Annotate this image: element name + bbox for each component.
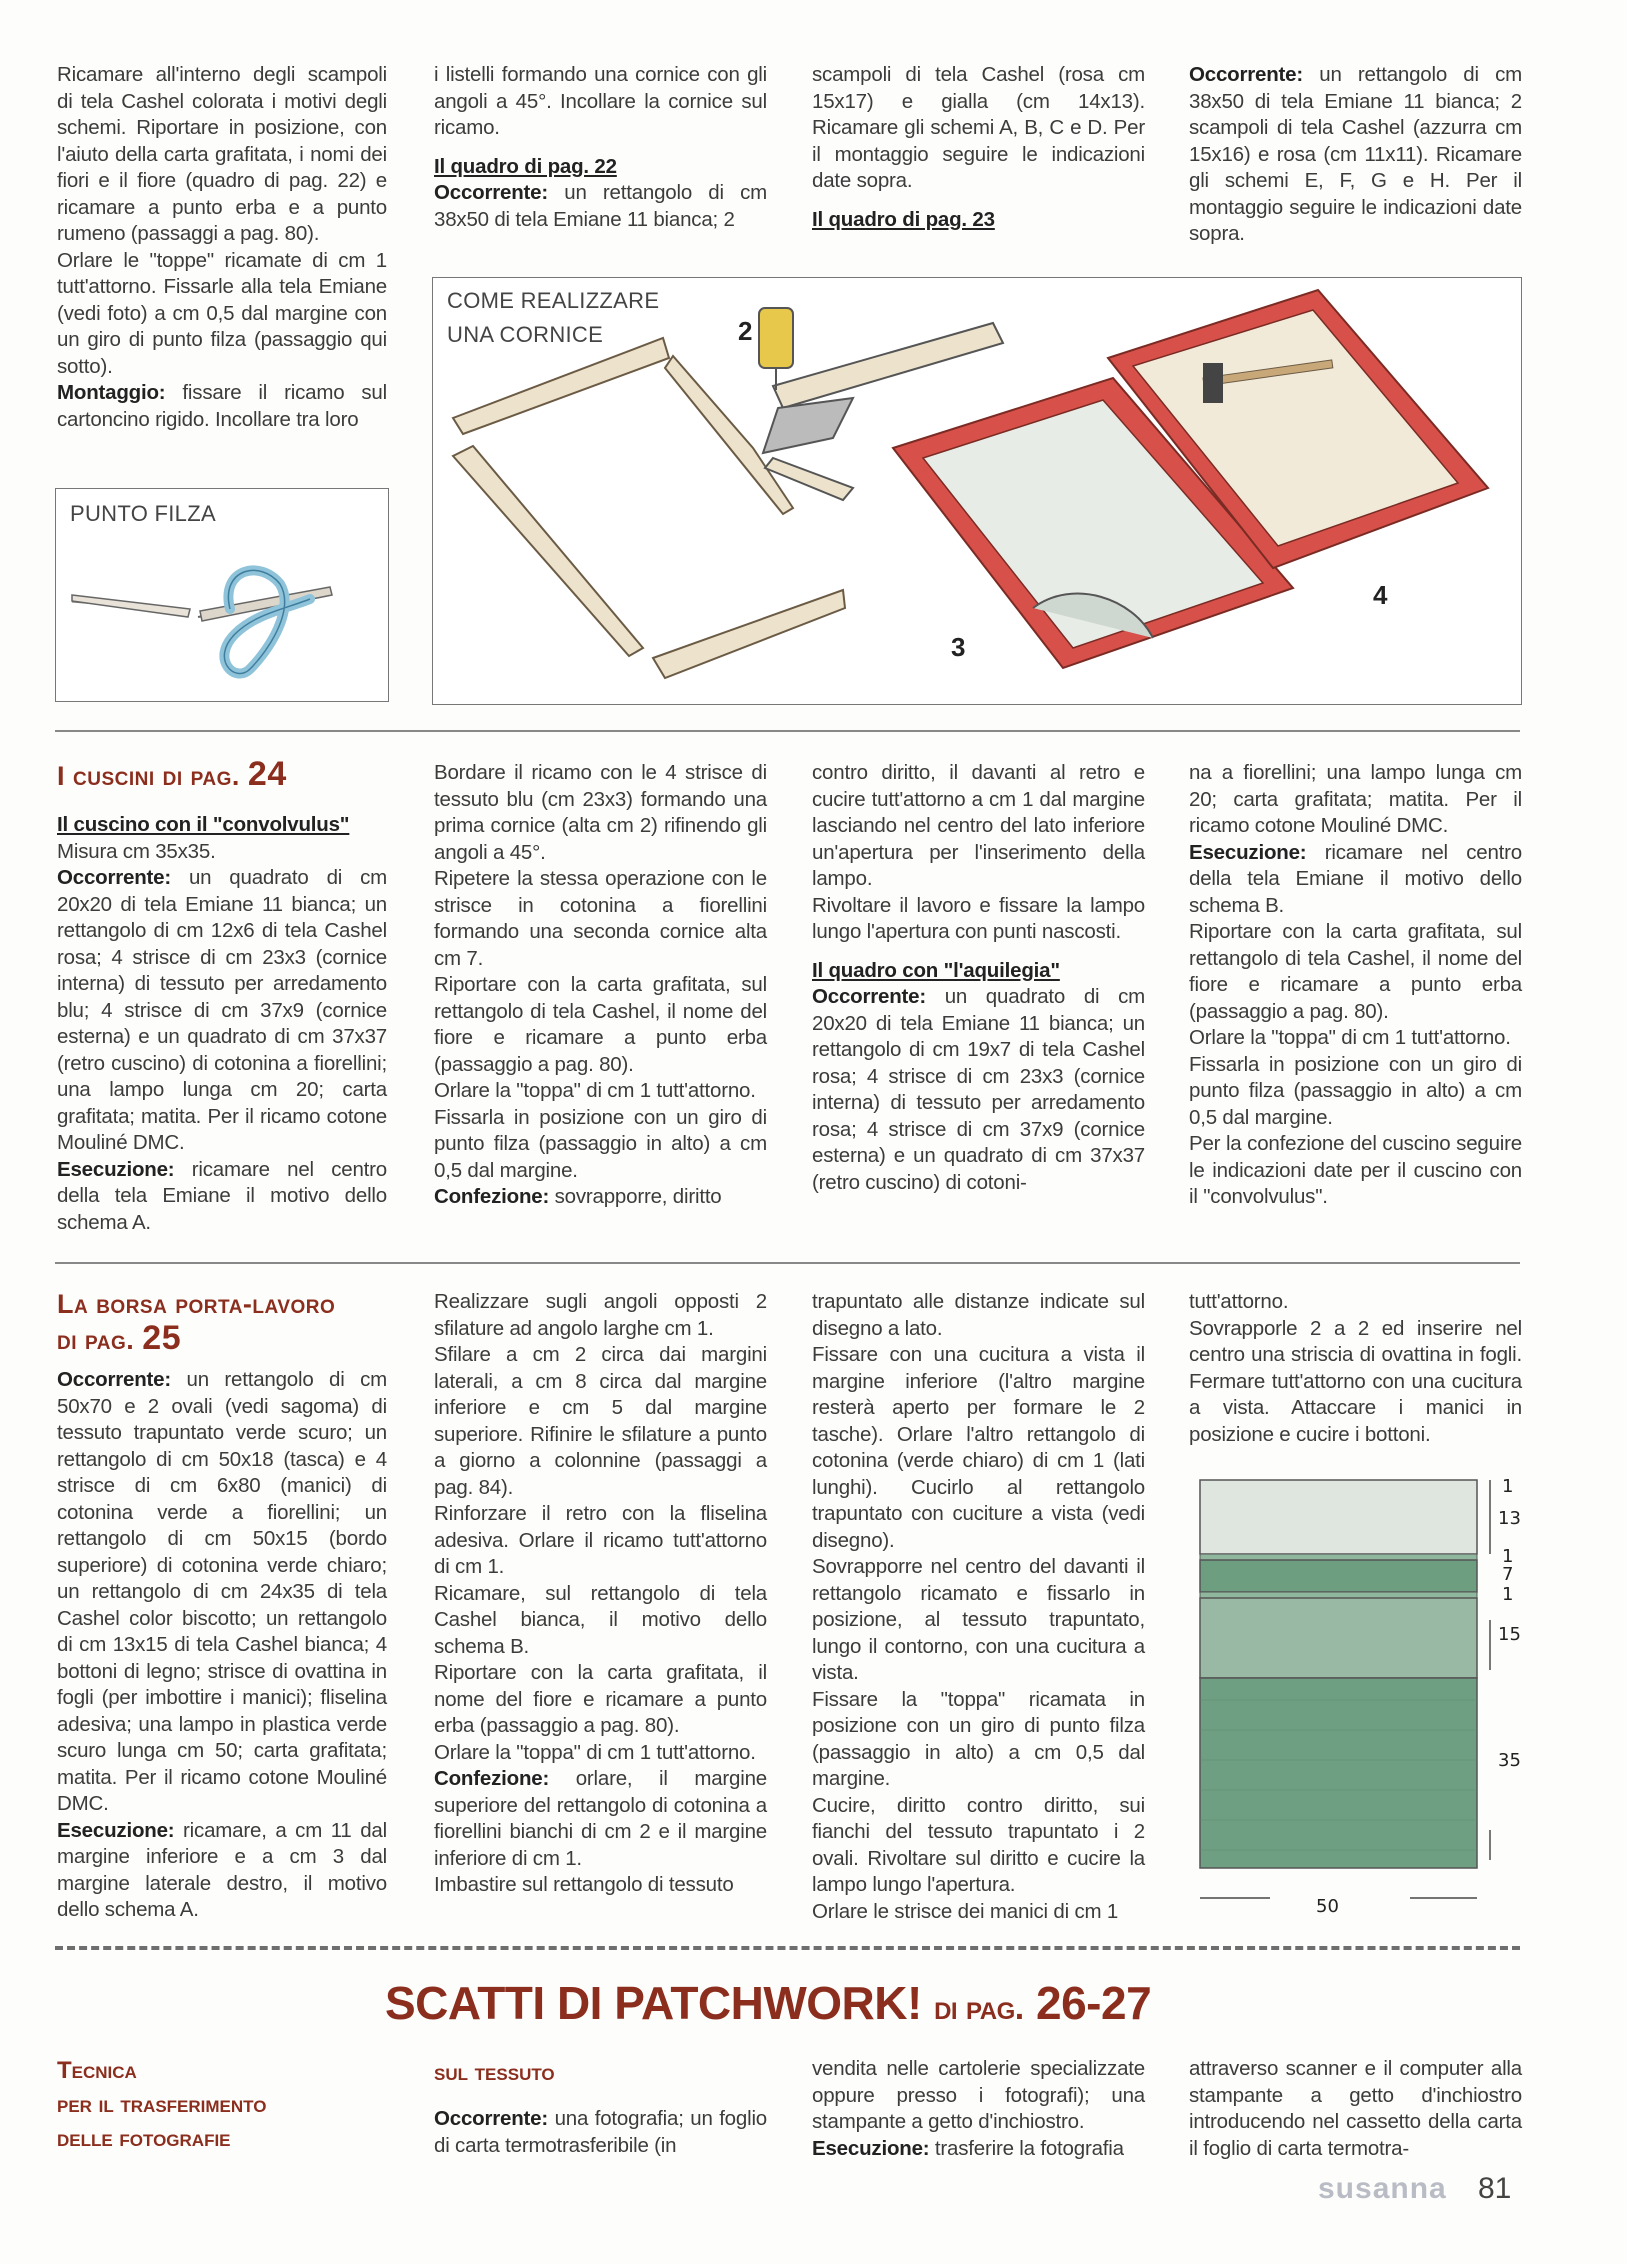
- cuscini-col4-p4: Per la confezione del cuscino seguire le indicazioni date per il cuscino con il "convolvulus".: [1189, 1132, 1522, 1208]
- patchwork-col3-text: vendita nelle cartolerie specializzate oppure presso i fotografi); una stampante a getto d'inchiostro.: [812, 2057, 1145, 2133]
- sul-tessuto-heading: sul tessuto: [434, 2059, 555, 2086]
- dim-7: 7: [1502, 1564, 1514, 1585]
- cuscini-col2-p4: Orlare la "toppa" di cm 1 tutt'attorno.: [434, 1079, 756, 1102]
- intro-col4: [1189, 62, 1522, 248]
- dim-1a: 1: [1502, 1476, 1514, 1497]
- cuscini-col4-esecuzione: Esecuzione: ricamare nel centro della tela Emiane il motivo dello schema B.: [1189, 840, 1522, 917]
- borsa-col2-p3: Rinforzare il retro con la fliselina adesiva. Orlare il ricamo tutt'attorno di cm 1.: [434, 1502, 767, 1578]
- heading-aquilegia: Il quadro con "l'aquilegia": [812, 958, 1060, 982]
- borsa-col4-p1: tutt'attorno.: [1189, 1290, 1289, 1313]
- cuscini-occorrente: Occorrente: un quadrato di cm 20x20 di tela Emiane 11 bianca; un rettangolo di cm 12x6 di tela Cashel rosa; 4 strisce di cm 23x3 (cornice interna) di tessuto per arredamento blu; 4 strisce di cm 37x9 (cornice esterna) e un quadrato di cm 37x37 (retro cuscino) di cotonina a fiorellini; una lampo lunga cm 20; carta grafitata; matita. Per il ricamo cotone Mouliné DMC.: [57, 866, 387, 1154]
- tecnica-heading: Tecnica per il trasferimento delle fotografie: [57, 2057, 267, 2152]
- intro-col4-occorrente: Occorrente: un rettangolo di cm 38x50 di tela Emiane 11 bianca; 2 scampoli di tela Cashel (azzurra cm 15x16) e rosa (cm 11x11). Ricamare gli schemi E, F, G e H. Per il montaggio seguire le indicazioni date sopra.: [1189, 63, 1522, 245]
- step-3-number: 3: [951, 632, 966, 662]
- cornice-label-line2: UNA CORNICE: [447, 322, 604, 347]
- intro-col1-p1: Ricamare all'interno degli scampoli di tela Cashel colorata i motivi degli schemi. Riportare in posizione, con l'aiuto della carta grafitata, i nomi dei fiori e il fiore (quadro di pag. 22) e ricamare a punto erba e a punto rumeno (passaggi a pag. 80).: [57, 63, 387, 245]
- dim-1b: 1: [1502, 1546, 1514, 1567]
- heading-convolvulus: Il cuscino con il "convolvulus": [57, 813, 350, 836]
- heading-quadro-22: Il quadro di pag. 22: [434, 154, 617, 178]
- borsa-col2-p6: Orlare la "toppa" di cm 1 tutt'attorno.: [434, 1740, 756, 1764]
- borsa-confezione: Confezione: orlare, il margine superiore del rettangolo di cotonina a fiorellini bianchi di cm 2 e il margine inferiore di cm 1.: [434, 1767, 767, 1870]
- bag-layout-diagram: [1190, 1470, 1520, 1920]
- dim-1c: 1: [1502, 1584, 1514, 1605]
- punto-filza-box: [55, 488, 389, 702]
- step-4-number: 4: [1373, 580, 1388, 610]
- dim-35: 35: [1498, 1750, 1521, 1771]
- intro-col2-occorrente: Occorrente: un rettangolo di cm 38x50 di tela Emiane 11 bianca; 2: [434, 181, 767, 231]
- borsa-col3: [812, 1289, 1145, 1925]
- cornice-label-line1: COME REALIZZARE: [447, 288, 660, 313]
- aquilegia-occorrente: Occorrente: un quadrato di cm 20x20 di tela Emiane 11 bianca; un rettangolo di cm 19x7 di tela Cashel rosa; 4 strisce di cm 23x3 (cornice interna) di tessuto per arredamento rosa; 4 strisce di cm 37x9 (cornice esterna) e un quadrato di cm 37x37 (retro cuscino) di cotoni-: [812, 985, 1145, 1194]
- dim-50: 50: [1316, 1896, 1339, 1917]
- patchwork-col2: Occorrente: una fotografia; un foglio di carta termotrasferibile (in: [434, 2107, 767, 2157]
- patchwork-esecuzione: Esecuzione: trasferire la fotografia: [812, 2136, 1124, 2160]
- patchwork-col4: [1189, 2056, 1522, 2162]
- intro-col3: [812, 62, 1145, 233]
- cornice-box: [432, 277, 1522, 705]
- cuscini-col2-p2: Ripetere la stessa operazione con le strisce in cotonina a fiorellini formando una seconda cornice alta cm 7.: [434, 867, 767, 970]
- borsa-col3-p5: Cucire, diritto contro diritto, sui fianchi del tessuto trapuntato i 2 ovali. Rivoltare sul diritto e cucire la lampo lungo l'apertura.: [812, 1793, 1145, 1896]
- punto-filza-label: PUNTO FILZA: [70, 501, 216, 526]
- cuscini-col4-p3: Fissarla in posizione con un giro di punto filza (passaggio in alto) a cm 0,5 dal margine.: [1189, 1052, 1522, 1129]
- cuscini-col2-p5: Fissarla in posizione con un giro di punto filza (passaggio in alto) a cm 0,5 dal margine.: [434, 1105, 767, 1182]
- borsa-col2-end: Imbastire sul rettangolo di tessuto: [434, 1873, 734, 1896]
- step-2-number: 2: [738, 316, 753, 346]
- borsa-col1: [57, 1367, 387, 1924]
- borsa-title: La borsa porta-lavoro di pag. 25: [57, 1289, 336, 1357]
- cuscini-col3: [812, 760, 1145, 1196]
- cuscini-col4-p1: Riportare con la carta grafitata, sul rettangolo di tela Cashel, il nome del fiore e ricamare a punto erba (passaggio a pag. 80).: [1189, 920, 1522, 1023]
- cuscini-confezione: Confezione: sovrapporre, diritto: [434, 1185, 722, 1208]
- cuscini-esecuzione: Esecuzione: ricamare nel centro della tela Emiane il motivo dello schema A.: [57, 1157, 387, 1234]
- borsa-col3-p1: trapuntato alle distanze indicate sul disegno a lato.: [812, 1290, 1145, 1340]
- borsa-esecuzione: Esecuzione: ricamare, a cm 11 dal margine inferiore e a cm 3 dal margine laterale destro, il motivo dello schema A.: [57, 1818, 387, 1921]
- cuscini-title: I cuscini di pag. 24: [57, 755, 287, 793]
- cuscini-col3-p2: Rivoltare il lavoro e fissare la lampo lungo l'apertura con punti nascosti.: [812, 893, 1145, 943]
- intro-col1-p2: Orlare le "toppe" ricamate di cm 1 tutt'attorno. Fissarle alla tela Emiane (vedi foto) a cm 0,5 dal margine con un giro di punto filza (passaggio qui sotto).: [57, 248, 387, 378]
- cuscini-col2-p1: Bordare il ricamo con le 4 strisce di tessuto blu (cm 23x3) formando una prima cornice (alta cm 2) rifinendo gli angoli a 45°.: [434, 761, 767, 864]
- heading-quadro-23: Il quadro di pag. 23: [812, 207, 995, 231]
- patchwork-col4-text: attraverso scanner e il computer alla stampante a getto d'inchiostro introducendo nel cassetto della carta il foglio di carta termotra-: [1189, 2057, 1522, 2160]
- borsa-col3-p6: Orlare le strisce dei manici di cm 1: [812, 1899, 1119, 1923]
- dashed-divider: [55, 1946, 1520, 1950]
- magazine-brand: susanna: [1318, 2172, 1447, 2205]
- intro-col2-text: i listelli formando una cornice con gli angoli a 45°. Incollare la cornice sul ricamo.: [434, 63, 767, 139]
- cuscini-col1: [57, 812, 387, 1236]
- dim-15: 15: [1498, 1624, 1521, 1645]
- borsa-col2: [434, 1289, 767, 1899]
- intro-col1-montaggio: [57, 380, 387, 433]
- cuscini-col3-p1: contro diritto, il davanti al retro e cucire tutt'attorno a cm 1 dal margine lasciando nel centro del lato inferiore un'apertura per l'inserimento della lampo.: [812, 761, 1145, 890]
- borsa-col2-p4: Ricamare, sul rettangolo di tela Cashel bianca, il motivo dello schema B.: [434, 1581, 767, 1658]
- borsa-col3-p2: Fissare con una cucitura a vista il margine inferiore (l'altro margine resterà aperto per formare le 2 tasche). Orlare l'altro rettangolo di cotonina (verde chiaro) di cm 1 (lati lunghi). Cucirlo al rettangolo trapuntato con cuciture a vista (vedi disegno).: [812, 1343, 1145, 1552]
- borsa-col2-p5: Riportare con la carta grafitata, il nome del fiore e ricamare a punto erba (passaggio a pag. 80).: [434, 1661, 767, 1737]
- cuscini-col4-pre: na a fiorellini; una lampo lunga cm 20; carta grafitata; matita. Per il ricamo cotone Mouliné DMC.: [1189, 761, 1522, 837]
- borsa-col4-p2: Sovrapporle 2 a 2 ed inserire nel centro una striscia di ovattina in fogli. Fermare tutt'attorno con una cucitura a vista. Attaccare i manici in posizione e cucire i bottoni.: [1189, 1316, 1522, 1446]
- patchwork-col3: [812, 2056, 1145, 2162]
- patchwork-title: SCATTI DI PATCHWORK! di pag. 26-27: [385, 1977, 1152, 2029]
- montaggio-text: fissare il ricamo sul cartoncino rigido. Incollare tra loro: [57, 381, 387, 431]
- montaggio-label: Montaggio:: [57, 381, 166, 404]
- divider-1: [55, 730, 1520, 732]
- borsa-col3-p3: Sovrapporre nel centro del davanti il rettangolo ricamato e fissarlo in posizione, al tessuto trapuntato, lungo il contorno, con una cucitura a vista.: [812, 1555, 1145, 1684]
- borsa-col2-p1: Realizzare sugli angoli opposti 2 sfilature ad angolo larghe cm 1.: [434, 1290, 767, 1340]
- cuscini-col4: [1189, 760, 1522, 1211]
- needle-thread-illustration: [70, 539, 370, 679]
- cuscini-col4-p2: Orlare la "toppa" di cm 1 tutt'attorno.: [1189, 1026, 1511, 1049]
- divider-2: [55, 1262, 1520, 1264]
- cuscini-misura: Misura cm 35x35.: [57, 839, 216, 863]
- borsa-col3-p4: Fissare la "toppa" ricamata in posizione con un giro di punto filza (passaggio in alto) a cm 0,5 dal margine.: [812, 1687, 1145, 1790]
- borsa-occorrente: Occorrente: un rettangolo di cm 50x70 e 2 ovali (vedi sagoma) di tessuto trapuntato verde scuro; un rettangolo di cm 50x18 (tasca) e 4 strisce di cm 6x80 (manici) di cotonina verde a fiorellini; un rettangolo di cm 50x15 (bordo superiore) di cotonina verde chiaro; un rettangolo di cm 24x35 di tela Cashel color biscotto; un rettangolo di cm 13x15 di tela Cashel bianca; 4 bottoni di legno; strisce di ovattina in fogli (per imbottire i manici); fliselina adesiva; una lampo in plastica verde scuro lunga cm 50; carta grafitata; matita. Per il ricamo cotone Mouliné DMC.: [57, 1368, 387, 1815]
- frame-assembly-illustration: [433, 278, 1521, 704]
- borsa-col2-p2: Sfilare a cm 2 circa dai margini laterali, a cm 8 circa dal margine inferiore e cm 5 dal margine superiore. Rifinire le sfilature a punto a giorno a colonnine (passaggi a pag. 84).: [434, 1343, 767, 1499]
- page-number: 81: [1478, 2172, 1512, 2205]
- intro-col2: [434, 62, 767, 233]
- dim-13: 13: [1498, 1508, 1521, 1529]
- borsa-col4: [1189, 1289, 1522, 1448]
- cuscini-col2-p3: Riportare con la carta grafitata, sul rettangolo di tela Cashel, il nome del fiore e ricamare a punto erba (passaggio a pag. 80).: [434, 973, 767, 1076]
- intro-col1: [57, 62, 387, 433]
- cuscini-col2: [434, 760, 767, 1211]
- intro-col3-text: scampoli di tela Cashel (rosa cm 15x17) e gialla (cm 14x13). Ricamare gli schemi A, B, C e D. Per il montaggio seguire le indicazioni date sopra.: [812, 63, 1145, 192]
